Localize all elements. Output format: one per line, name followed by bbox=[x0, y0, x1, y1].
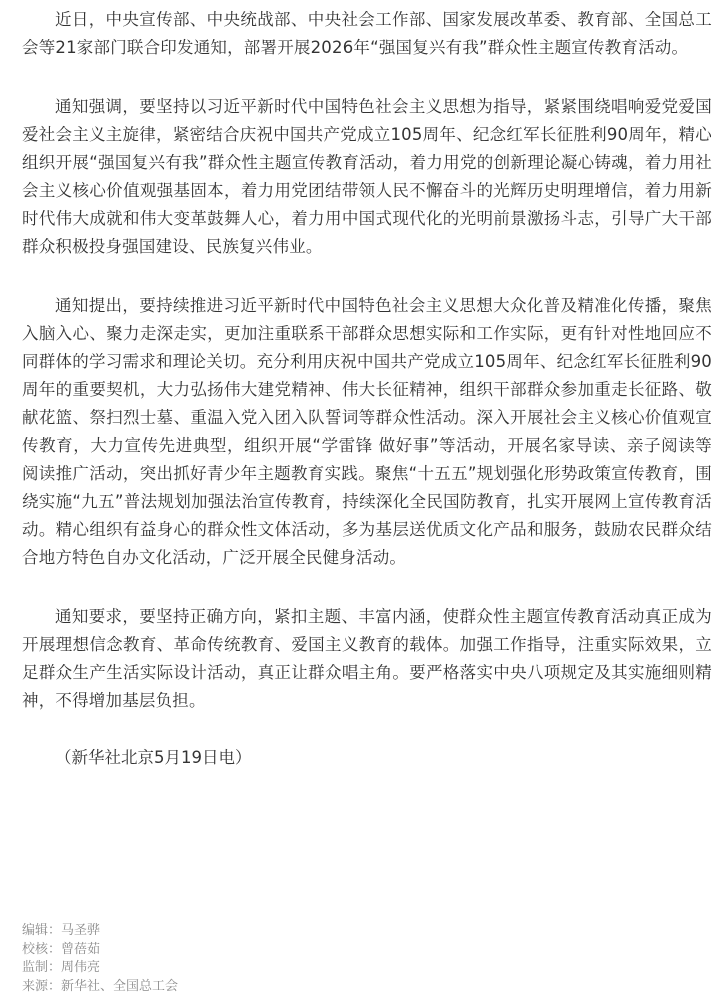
credit-proofreader: 校核：曾蓓茹 bbox=[22, 941, 101, 957]
article-dateline: （新华社北京5月19日电） bbox=[55, 748, 252, 767]
article-paragraph-2: 通知强调，要坚持以习近平新时代中国特色社会主义思想为指导，紧紧围绕唱响爱党爱国爱社会主义主旋律，紧密结合庆祝中国共产党成立105周年、纪念红军长征胜利90周年，精心组织开展“强国复兴有我”群众性主题宣传教育活动，着力用党的创新理论凝心铸魂，着力用社会主义核心价值观强基固本，着力用党团结带领人民不懈奋斗的光辉历史明理增信，着力用新时代伟大成就和伟大变革鼓舞人心，着力用中国式现代化的光明前景激扬斗志，引导广大干部群众积极投身强国建设、民族复兴伟业。 bbox=[22, 97, 712, 256]
credit-supervisor: 监制：周伟亮 bbox=[22, 960, 101, 975]
article-paragraph-4: 通知要求，要坚持正确方向，紧扣主题、丰富内涵，使群众性主题宣传教育活动真正成为开展理想信念教育、革命传统教育、爱国主义教育的载体。加强工作指导，注重实际效果，立足群众生产生活实际设计活动，真正让群众唱主角。要严格落实中央八项规定及其实施细则精神，不得增加基层负担。 bbox=[22, 607, 712, 710]
article-body bbox=[22, 6, 712, 772]
article-paragraph-3: 通知提出，要持续推进习近平新时代中国特色社会主义思想大众化普及精准化传播，聚焦入脑入心、聚力走深走实，更加注重联系干部群众思想实际和工作实际，更有针对性地回应不同群体的学习需求和理论关切。充分利用庆祝中国共产党成立105周年、纪念红军长征胜利90周年的重要契机，大力弘扬伟大建党精神、伟大长征精神，组织干部群众参加重走长征路、敬献花篮、祭扫烈士墓、重温入党入团入队誓词等群众性活动。深入开展社会主义核心价值观宣传教育，大力宣传先进典型，组织开展“学雷锋 做好事”等活动，开展名家导读、亲子阅读等阅读推广活动，突出抓好青少年主题教育实践。聚焦“十五五”规划强化形势政策宣传教育，围绕实施“九五”普法规划加强法治宣传教育，持续深化全民国防教育，扎实开展网上宣传教育活动。精心组织有益身心的群众性文体活动，多为基层送优质文化产品和服务，鼓励农民群众结合地方特色自办文化活动，广泛开展全民健身活动。 bbox=[22, 296, 712, 567]
credit-source: 来源：新华社、全国总工会 bbox=[22, 978, 179, 994]
credit-editor: 编辑：马圣骅 bbox=[22, 923, 101, 938]
article-paragraph-1: 近日，中央宣传部、中央统战部、中央社会工作部、国家发展改革委、教育部、全国总工会等21家部门联合印发通知，部署开展2026年“强国复兴有我”群众性主题宣传教育活动。 bbox=[22, 10, 712, 57]
article-credits bbox=[22, 922, 178, 996]
